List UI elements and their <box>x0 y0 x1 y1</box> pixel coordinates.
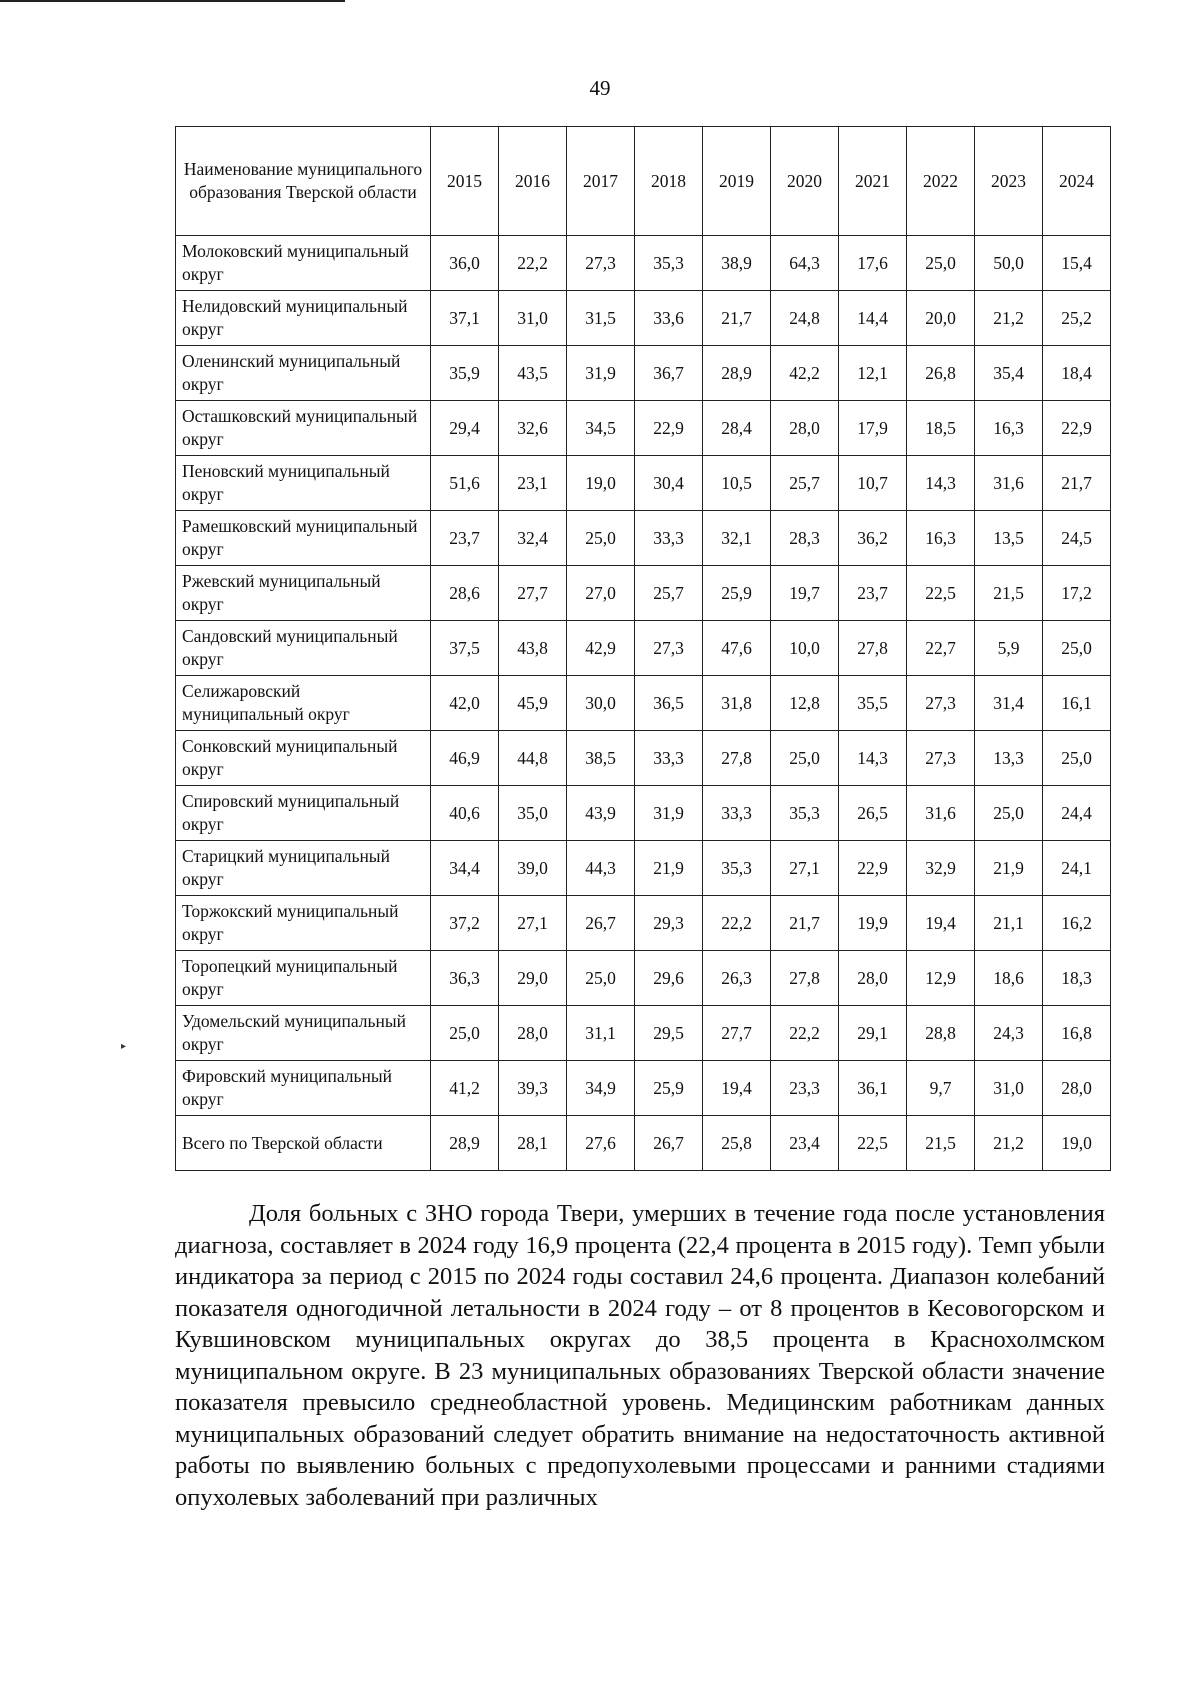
value-cell: 27,8 <box>771 951 839 1006</box>
value-cell: 26,8 <box>907 346 975 401</box>
value-cell: 21,5 <box>907 1116 975 1171</box>
table-row <box>176 676 1111 731</box>
value-cell: 36,1 <box>839 1061 907 1116</box>
municipality-name-cell: Торопецкий муниципальный округ <box>176 951 431 1006</box>
table-row <box>176 511 1111 566</box>
value-cell: 47,6 <box>703 621 771 676</box>
value-cell: 39,3 <box>499 1061 567 1116</box>
value-cell: 33,6 <box>635 291 703 346</box>
value-cell: 12,9 <box>907 951 975 1006</box>
value-cell: 22,9 <box>635 401 703 456</box>
value-cell: 31,0 <box>975 1061 1043 1116</box>
value-cell: 19,7 <box>771 566 839 621</box>
value-cell: 36,5 <box>635 676 703 731</box>
value-cell: 21,5 <box>975 566 1043 621</box>
value-cell: 36,0 <box>431 236 499 291</box>
value-cell: 28,4 <box>703 401 771 456</box>
value-cell: 64,3 <box>771 236 839 291</box>
value-cell: 19,0 <box>567 456 635 511</box>
value-cell: 25,0 <box>1043 621 1111 676</box>
municipality-name-cell: Сонковский муниципальный округ <box>176 731 431 786</box>
value-cell: 27,8 <box>703 731 771 786</box>
value-cell: 19,0 <box>1043 1116 1111 1171</box>
value-cell: 25,0 <box>1043 731 1111 786</box>
value-cell: 34,4 <box>431 841 499 896</box>
value-cell: 28,9 <box>431 1116 499 1171</box>
municipality-name-cell: Пеновский муниципальный округ <box>176 456 431 511</box>
table-row <box>176 841 1111 896</box>
value-cell: 31,8 <box>703 676 771 731</box>
value-cell: 22,2 <box>499 236 567 291</box>
municipality-name-cell: Осташковский муниципальный округ <box>176 401 431 456</box>
value-cell: 21,7 <box>703 291 771 346</box>
value-cell: 44,3 <box>567 841 635 896</box>
value-cell: 37,2 <box>431 896 499 951</box>
value-cell: 14,3 <box>907 456 975 511</box>
value-cell: 37,5 <box>431 621 499 676</box>
value-cell: 31,5 <box>567 291 635 346</box>
value-cell: 37,1 <box>431 291 499 346</box>
value-cell: 29,3 <box>635 896 703 951</box>
table-row <box>176 621 1111 676</box>
value-cell: 28,0 <box>839 951 907 1006</box>
municipality-name-cell: Оленинский муниципальный округ <box>176 346 431 401</box>
value-cell: 36,2 <box>839 511 907 566</box>
year-column-header: 2017 <box>567 127 635 236</box>
value-cell: 30,0 <box>567 676 635 731</box>
value-cell: 10,5 <box>703 456 771 511</box>
value-cell: 31,4 <box>975 676 1043 731</box>
table-body <box>176 236 1111 1171</box>
value-cell: 24,1 <box>1043 841 1111 896</box>
value-cell: 34,9 <box>567 1061 635 1116</box>
value-cell: 35,0 <box>499 786 567 841</box>
value-cell: 18,3 <box>1043 951 1111 1006</box>
value-cell: 22,2 <box>703 896 771 951</box>
value-cell: 25,0 <box>771 731 839 786</box>
year-column-header: 2018 <box>635 127 703 236</box>
value-cell: 41,2 <box>431 1061 499 1116</box>
value-cell: 44,8 <box>499 731 567 786</box>
value-cell: 22,7 <box>907 621 975 676</box>
value-cell: 9,7 <box>907 1061 975 1116</box>
mortality-table <box>175 126 1111 1171</box>
value-cell: 27,6 <box>567 1116 635 1171</box>
value-cell: 13,5 <box>975 511 1043 566</box>
value-cell: 21,9 <box>975 841 1043 896</box>
value-cell: 30,4 <box>635 456 703 511</box>
municipality-name-cell: Удомельский муниципальный округ <box>176 1006 431 1061</box>
value-cell: 24,8 <box>771 291 839 346</box>
value-cell: 31,6 <box>975 456 1043 511</box>
municipality-name-cell: Торжокский муниципальный округ <box>176 896 431 951</box>
table-row <box>176 731 1111 786</box>
value-cell: 35,9 <box>431 346 499 401</box>
value-cell: 27,3 <box>907 731 975 786</box>
value-cell: 36,3 <box>431 951 499 1006</box>
value-cell: 38,9 <box>703 236 771 291</box>
value-cell: 19,9 <box>839 896 907 951</box>
year-column-header: 2021 <box>839 127 907 236</box>
value-cell: 25,0 <box>975 786 1043 841</box>
value-cell: 29,5 <box>635 1006 703 1061</box>
value-cell: 42,9 <box>567 621 635 676</box>
value-cell: 10,7 <box>839 456 907 511</box>
value-cell: 25,0 <box>431 1006 499 1061</box>
value-cell: 43,5 <box>499 346 567 401</box>
value-cell: 22,2 <box>771 1006 839 1061</box>
value-cell: 33,3 <box>635 731 703 786</box>
value-cell: 16,3 <box>907 511 975 566</box>
value-cell: 33,3 <box>635 511 703 566</box>
value-cell: 33,3 <box>703 786 771 841</box>
value-cell: 32,9 <box>907 841 975 896</box>
value-cell: 27,0 <box>567 566 635 621</box>
value-cell: 36,7 <box>635 346 703 401</box>
value-cell: 25,9 <box>703 566 771 621</box>
value-cell: 5,9 <box>975 621 1043 676</box>
value-cell: 18,5 <box>907 401 975 456</box>
year-column-header: 2022 <box>907 127 975 236</box>
year-column-header: 2024 <box>1043 127 1111 236</box>
value-cell: 31,0 <box>499 291 567 346</box>
table-row <box>176 896 1111 951</box>
value-cell: 16,2 <box>1043 896 1111 951</box>
value-cell: 21,2 <box>975 291 1043 346</box>
value-cell: 18,6 <box>975 951 1043 1006</box>
table-row <box>176 786 1111 841</box>
value-cell: 28,8 <box>907 1006 975 1061</box>
value-cell: 10,0 <box>771 621 839 676</box>
value-cell: 22,9 <box>839 841 907 896</box>
value-cell: 27,3 <box>635 621 703 676</box>
value-cell: 28,1 <box>499 1116 567 1171</box>
municipality-name-cell: Сандовский муниципальный округ <box>176 621 431 676</box>
value-cell: 21,9 <box>635 841 703 896</box>
value-cell: 29,1 <box>839 1006 907 1061</box>
value-cell: 35,3 <box>635 236 703 291</box>
table-total-row <box>176 1116 1111 1171</box>
table-row <box>176 291 1111 346</box>
value-cell: 35,3 <box>703 841 771 896</box>
value-cell: 13,3 <box>975 731 1043 786</box>
value-cell: 21,2 <box>975 1116 1043 1171</box>
value-cell: 16,1 <box>1043 676 1111 731</box>
value-cell: 43,8 <box>499 621 567 676</box>
value-cell: 22,5 <box>907 566 975 621</box>
value-cell: 42,2 <box>771 346 839 401</box>
year-column-header: 2016 <box>499 127 567 236</box>
value-cell: 32,1 <box>703 511 771 566</box>
value-cell: 27,3 <box>907 676 975 731</box>
value-cell: 23,7 <box>839 566 907 621</box>
value-cell: 42,0 <box>431 676 499 731</box>
year-column-header: 2023 <box>975 127 1043 236</box>
municipality-name-cell: Всего по Тверской области <box>176 1116 431 1171</box>
value-cell: 25,2 <box>1043 291 1111 346</box>
table-row <box>176 401 1111 456</box>
value-cell: 21,7 <box>1043 456 1111 511</box>
value-cell: 31,9 <box>635 786 703 841</box>
value-cell: 15,4 <box>1043 236 1111 291</box>
value-cell: 21,7 <box>771 896 839 951</box>
value-cell: 51,6 <box>431 456 499 511</box>
value-cell: 24,3 <box>975 1006 1043 1061</box>
value-cell: 23,7 <box>431 511 499 566</box>
value-cell: 14,3 <box>839 731 907 786</box>
value-cell: 28,0 <box>499 1006 567 1061</box>
value-cell: 31,6 <box>907 786 975 841</box>
value-cell: 25,8 <box>703 1116 771 1171</box>
municipality-name-cell: Селижаровский муниципальный округ <box>176 676 431 731</box>
value-cell: 28,6 <box>431 566 499 621</box>
page-number: 49 <box>589 76 611 100</box>
value-cell: 23,3 <box>771 1061 839 1116</box>
value-cell: 46,9 <box>431 731 499 786</box>
value-cell: 27,3 <box>567 236 635 291</box>
municipality-name-cell: Ржевский муниципальный округ <box>176 566 431 621</box>
value-cell: 35,3 <box>771 786 839 841</box>
value-cell: 25,0 <box>567 511 635 566</box>
value-cell: 25,9 <box>635 1061 703 1116</box>
value-cell: 28,0 <box>771 401 839 456</box>
value-cell: 16,3 <box>975 401 1043 456</box>
value-cell: 40,6 <box>431 786 499 841</box>
value-cell: 26,3 <box>703 951 771 1006</box>
table-row <box>176 456 1111 511</box>
body-paragraph: Доля больных с ЗНО города Твери, умерших в течение года после установления диагноза, составляет в 2024 году 16,9 процента (22,4 процента в 2015 году). Темп убыли индикатора за период с 2015 по 2024 годы составил 24,6 процента. Диапазон колебаний показателя одногодичной летальности в 2024 году – от 8 процентов в Кесовогорском и Кувшиновском муниципальных округах до 38,5 процента в Краснохолмском муниципальном округе. В 23 муниципальных образованиях Тверской области значение показателя превысило среднеобластной уровень. Медицинским работникам данных муниципальных образований следует обратить внимание на недостаточность активной работы по выявлению больных с предопухолевыми процессами и ранними стадиями опухолевых заболеваний при различных <box>175 1200 1105 1511</box>
value-cell: 19,4 <box>703 1061 771 1116</box>
municipality-name-cell: Фировский муниципальный округ <box>176 1061 431 1116</box>
value-cell: 23,4 <box>771 1116 839 1171</box>
value-cell: 27,8 <box>839 621 907 676</box>
value-cell: 22,5 <box>839 1116 907 1171</box>
value-cell: 25,7 <box>635 566 703 621</box>
value-cell: 29,4 <box>431 401 499 456</box>
municipality-name-cell: Спировский муниципальный округ <box>176 786 431 841</box>
value-cell: 12,8 <box>771 676 839 731</box>
value-cell: 19,4 <box>907 896 975 951</box>
value-cell: 35,4 <box>975 346 1043 401</box>
value-cell: 28,0 <box>1043 1061 1111 1116</box>
value-cell: 14,4 <box>839 291 907 346</box>
year-column-header: 2020 <box>771 127 839 236</box>
value-cell: 26,7 <box>567 896 635 951</box>
value-cell: 24,5 <box>1043 511 1111 566</box>
value-cell: 17,2 <box>1043 566 1111 621</box>
value-cell: 18,4 <box>1043 346 1111 401</box>
table-row <box>176 951 1111 1006</box>
table-row <box>176 1061 1111 1116</box>
value-cell: 43,9 <box>567 786 635 841</box>
top-rule <box>0 0 345 2</box>
value-cell: 12,1 <box>839 346 907 401</box>
value-cell: 31,9 <box>567 346 635 401</box>
table-row <box>176 1006 1111 1061</box>
value-cell: 24,4 <box>1043 786 1111 841</box>
value-cell: 22,9 <box>1043 401 1111 456</box>
value-cell: 27,1 <box>771 841 839 896</box>
value-cell: 25,0 <box>567 951 635 1006</box>
table-header-row <box>176 127 1111 236</box>
table-row <box>176 236 1111 291</box>
municipality-name-cell: Старицкий муниципальный округ <box>176 841 431 896</box>
value-cell: 28,9 <box>703 346 771 401</box>
value-cell: 25,7 <box>771 456 839 511</box>
municipality-name-cell: Нелидовский муниципальный округ <box>176 291 431 346</box>
value-cell: 45,9 <box>499 676 567 731</box>
value-cell: 39,0 <box>499 841 567 896</box>
value-cell: 29,6 <box>635 951 703 1006</box>
value-cell: 29,0 <box>499 951 567 1006</box>
value-cell: 32,6 <box>499 401 567 456</box>
value-cell: 17,6 <box>839 236 907 291</box>
municipality-column-header: Наименование муниципального образования Тверской области <box>176 127 431 236</box>
value-cell: 26,7 <box>635 1116 703 1171</box>
margin-mark: ▸ <box>121 1041 127 1052</box>
value-cell: 16,8 <box>1043 1006 1111 1061</box>
municipality-name-cell: Рамешковский муниципальный округ <box>176 511 431 566</box>
year-column-header: 2015 <box>431 127 499 236</box>
value-cell: 35,5 <box>839 676 907 731</box>
value-cell: 21,1 <box>975 896 1043 951</box>
value-cell: 50,0 <box>975 236 1043 291</box>
table-row <box>176 566 1111 621</box>
value-cell: 23,1 <box>499 456 567 511</box>
value-cell: 31,1 <box>567 1006 635 1061</box>
value-cell: 17,9 <box>839 401 907 456</box>
value-cell: 20,0 <box>907 291 975 346</box>
value-cell: 32,4 <box>499 511 567 566</box>
value-cell: 27,1 <box>499 896 567 951</box>
municipality-name-cell: Молоковский муниципальный округ <box>176 236 431 291</box>
value-cell: 38,5 <box>567 731 635 786</box>
year-column-header: 2019 <box>703 127 771 236</box>
value-cell: 27,7 <box>499 566 567 621</box>
value-cell: 28,3 <box>771 511 839 566</box>
value-cell: 25,0 <box>907 236 975 291</box>
value-cell: 34,5 <box>567 401 635 456</box>
value-cell: 26,5 <box>839 786 907 841</box>
value-cell: 27,7 <box>703 1006 771 1061</box>
table-row <box>176 346 1111 401</box>
